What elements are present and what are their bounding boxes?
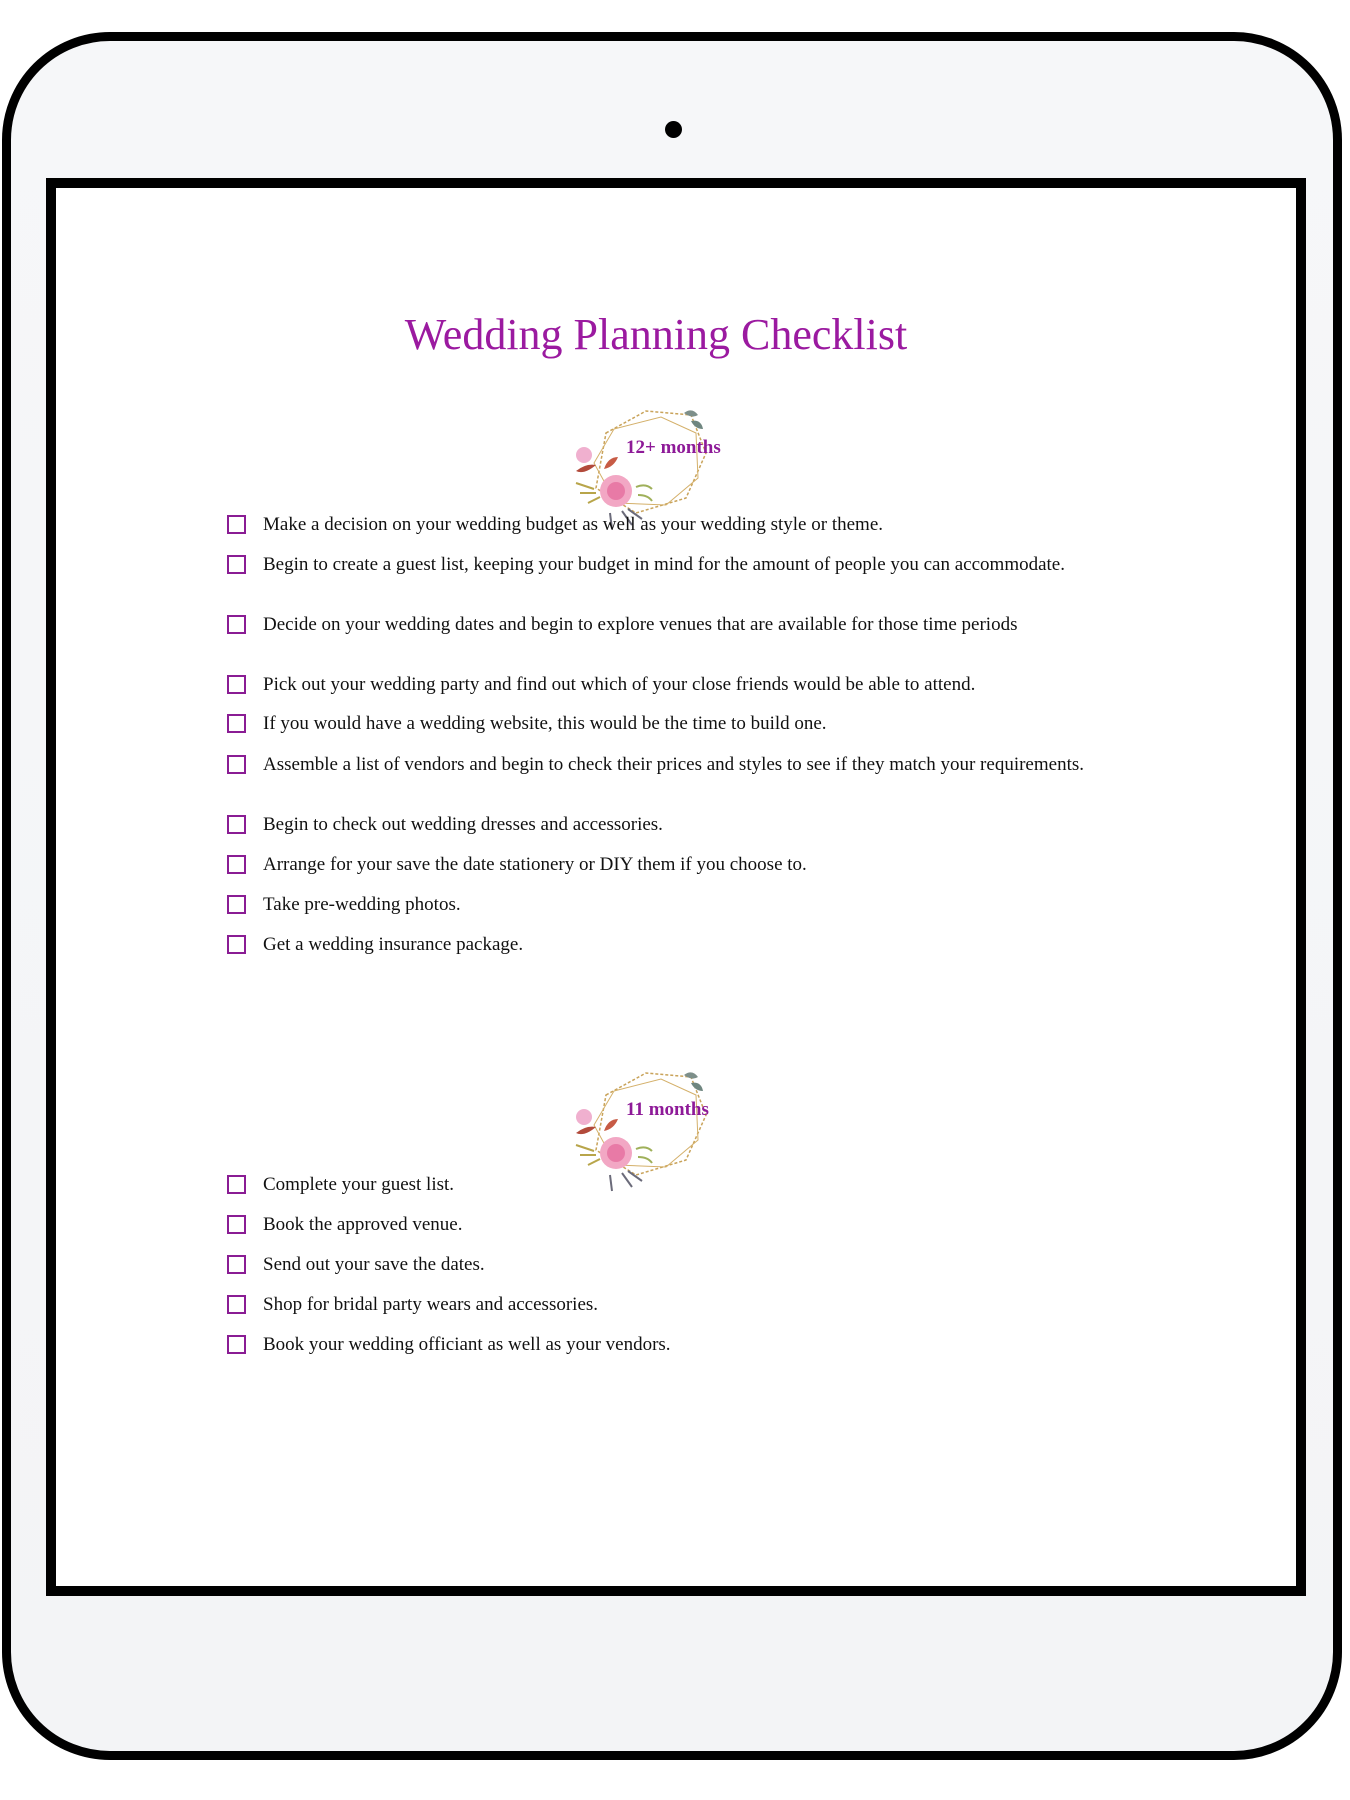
checklist-item-text: Make a decision on your wedding budget as well as your wedding style or theme. <box>263 514 883 535</box>
checkbox[interactable] <box>227 515 246 534</box>
checklist-item-text: Begin to check out wedding dresses and accessories. <box>263 814 663 835</box>
checklist-item-text: Pick out your wedding party and find out which of your close friends would be able to attend. <box>263 674 976 695</box>
checklist-item <box>227 675 1157 695</box>
checklist-item <box>227 895 1157 915</box>
checklist-item <box>227 815 1157 835</box>
section-label: 12+ months <box>626 437 721 458</box>
checkbox[interactable] <box>227 755 246 774</box>
checkbox[interactable] <box>227 1335 246 1354</box>
checklist-item-text: Book the approved venue. <box>263 1214 463 1235</box>
checklist-item <box>227 1255 1157 1275</box>
checklist-item-text: Get a wedding insurance package. <box>263 934 524 955</box>
checklist-item-text: Send out your save the dates. <box>263 1254 485 1275</box>
checklist-item <box>227 1295 1157 1315</box>
checklist-item-text: Arrange for your save the date stationery or DIY them if you choose to. <box>263 854 807 875</box>
checkbox[interactable] <box>227 714 246 733</box>
checklist-item <box>227 1335 1157 1355</box>
checkbox[interactable] <box>227 1295 246 1314</box>
checkbox[interactable] <box>227 815 246 834</box>
checklist-item <box>227 755 1157 775</box>
checkbox[interactable] <box>227 935 246 954</box>
document-page <box>46 178 1306 1596</box>
checklist-item-text: Begin to create a guest list, keeping your budget in mind for the amount of people you can accommodate. <box>263 554 1065 575</box>
checklist-item-text: Decide on your wedding dates and begin to explore venues that are available for those time periods <box>263 614 1018 635</box>
checklist-item <box>227 1215 1157 1235</box>
checkbox[interactable] <box>227 895 246 914</box>
checklist-item-text: Shop for bridal party wears and accessories. <box>263 1294 599 1315</box>
checklist-item <box>227 615 1157 635</box>
checklist-item-text: Take pre-wedding photos. <box>263 894 461 915</box>
checkbox[interactable] <box>227 855 246 874</box>
checkbox[interactable] <box>227 1215 246 1234</box>
checkbox[interactable] <box>227 675 246 694</box>
checkbox[interactable] <box>227 1255 246 1274</box>
camera-dot <box>665 121 682 138</box>
checklist-item-text: Assemble a list of vendors and begin to check their prices and styles to see if they match your requirements. <box>263 754 1084 775</box>
checkbox[interactable] <box>227 1175 246 1194</box>
checklist-item <box>227 555 1157 575</box>
checkbox[interactable] <box>227 615 246 634</box>
checklist-item-text: Book your wedding officiant as well as your vendors. <box>263 1334 671 1355</box>
checklist-item-text: If you would have a wedding website, this would be the time to build one. <box>263 713 827 734</box>
checkbox[interactable] <box>227 555 246 574</box>
checklist-item <box>227 1175 1157 1195</box>
checklist-item <box>227 935 1157 955</box>
checklist-item <box>227 855 1157 875</box>
checklist-item <box>227 714 1157 734</box>
checklist-item-text: Complete your guest list. <box>263 1174 455 1195</box>
page-title: Wedding Planning Checklist <box>404 310 908 359</box>
section-label: 11 months <box>626 1099 709 1120</box>
checklist-item <box>227 515 1157 535</box>
